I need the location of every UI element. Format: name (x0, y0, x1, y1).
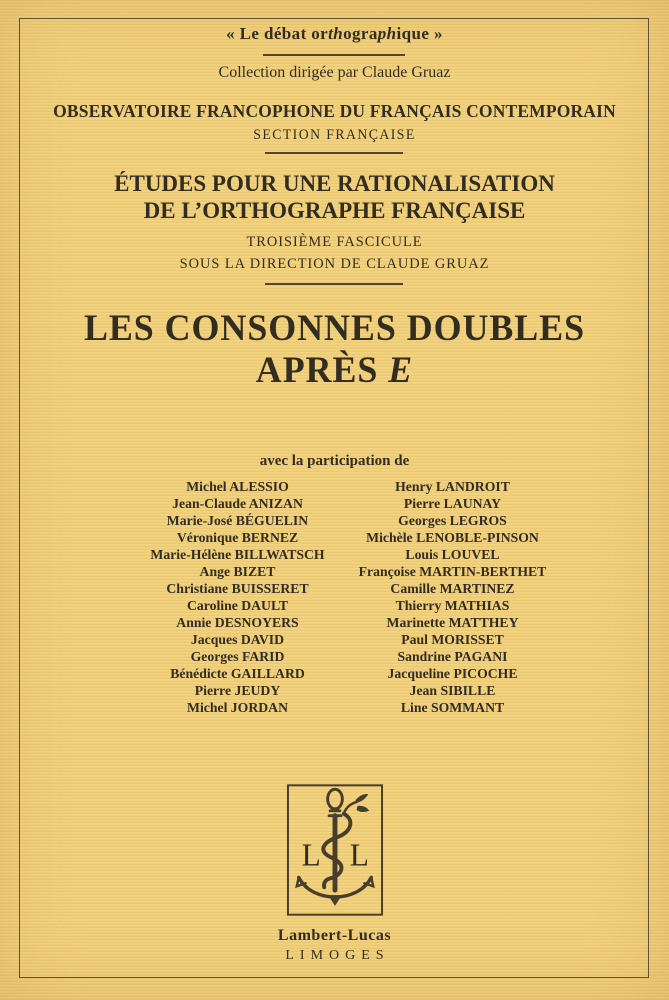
contributor-name: Michèle LENOBLE-PINSON (366, 531, 539, 546)
contributor-name: Marie-José BÉGUELIN (166, 514, 309, 529)
anchor-dolphin-icon (286, 783, 384, 917)
contributor-name: Bénédicte GAILLARD (170, 667, 305, 682)
contributor-name: Ange BIZET (199, 565, 276, 580)
separator-rule (265, 283, 403, 285)
contributor-name: Paul MORISSET (401, 633, 504, 648)
contributors-column-right (345, 479, 560, 717)
book-title (10, 308, 659, 392)
series-title-line1: ÉTUDES POUR UNE RATIONALISATION (114, 171, 555, 196)
collection-editor: Collection dirigée par Claude Gruaz (218, 64, 451, 81)
contributor-name: Camille MARTINEZ (390, 582, 515, 597)
publisher-city: LIMOGES (285, 948, 390, 963)
contributor-name: Caroline DAULT (186, 599, 289, 614)
collection-title-segment: ogra (343, 24, 378, 43)
series-title (0, 170, 669, 224)
collection-title-segment: « Le débat or (226, 24, 329, 43)
logo-letter-left: L (301, 837, 321, 873)
series-direction: SOUS LA DIRECTION DE CLAUDE GRUAZ (179, 256, 490, 272)
contributor-name: Véronique BERNEZ (176, 531, 299, 546)
contributors-column-left (130, 479, 345, 717)
contributor-name: Pierre LAUNAY (403, 497, 502, 512)
contributor-name: Pierre JEUDY (194, 684, 281, 699)
institution-name: OBSERVATOIRE FRANCOPHONE DU FRANÇAIS CONTEMPORAIN (53, 101, 616, 121)
contributor-name: Michel JORDAN (186, 701, 288, 716)
publisher-logo (286, 783, 384, 917)
collection-title (0, 24, 669, 44)
contributor-name: Georges FARID (190, 650, 285, 665)
collection-title-segment-italic: th (328, 24, 344, 43)
contributor-name: Jean SIBILLE (409, 684, 496, 699)
contributor-name: Sandrine PAGANI (397, 650, 508, 665)
contributor-name: Christiane BUISSERET (166, 582, 309, 597)
contributor-name: Thierry MATHIAS (395, 599, 510, 614)
publisher-name: Lambert-Lucas (277, 927, 392, 944)
collection-title-segment: ique » (396, 24, 443, 43)
contributor-name: Jean-Claude ANIZAN (172, 497, 303, 512)
contributor-name: Line SOMMANT (400, 701, 505, 716)
contributor-name: Marie-Hélène BILLWATSCH (150, 548, 325, 563)
contributor-name: Jacques DAVID (190, 633, 285, 648)
contributor-name: Louis LOUVEL (405, 548, 500, 563)
collection-title-segment-italic: ph (377, 24, 397, 43)
logo-letter-right: L (349, 837, 369, 873)
separator-rule (265, 152, 403, 154)
contributor-name: Annie DESNOYERS (176, 616, 299, 631)
contributor-name: Georges LEGROS (398, 514, 507, 529)
separator-rule (263, 54, 405, 56)
book-title-line2-prefix: APRÈS (255, 350, 389, 391)
contributor-name: Henry LANDROIT (395, 480, 510, 495)
book-title-line1: LES CONSONNES DOUBLES (83, 308, 586, 349)
institution-section: SECTION FRANÇAISE (253, 127, 416, 143)
contributor-name: Jacqueline PICOCHE (387, 667, 518, 682)
participation-label: avec la participation de (259, 453, 410, 469)
book-title-line2-emphasis: E (388, 350, 414, 391)
series-title-line2: DE L’ORTHOGRAPHE FRANÇAISE (143, 198, 526, 223)
contributor-name: Françoise MARTIN-BERTHET (358, 565, 547, 580)
series-fascicule: TROISIÈME FASCICULE (246, 234, 423, 250)
contributors-list (130, 479, 560, 717)
contributor-name: Marinette MATTHEY (386, 616, 519, 631)
contributor-name: Michel ALESSIO (186, 480, 289, 495)
